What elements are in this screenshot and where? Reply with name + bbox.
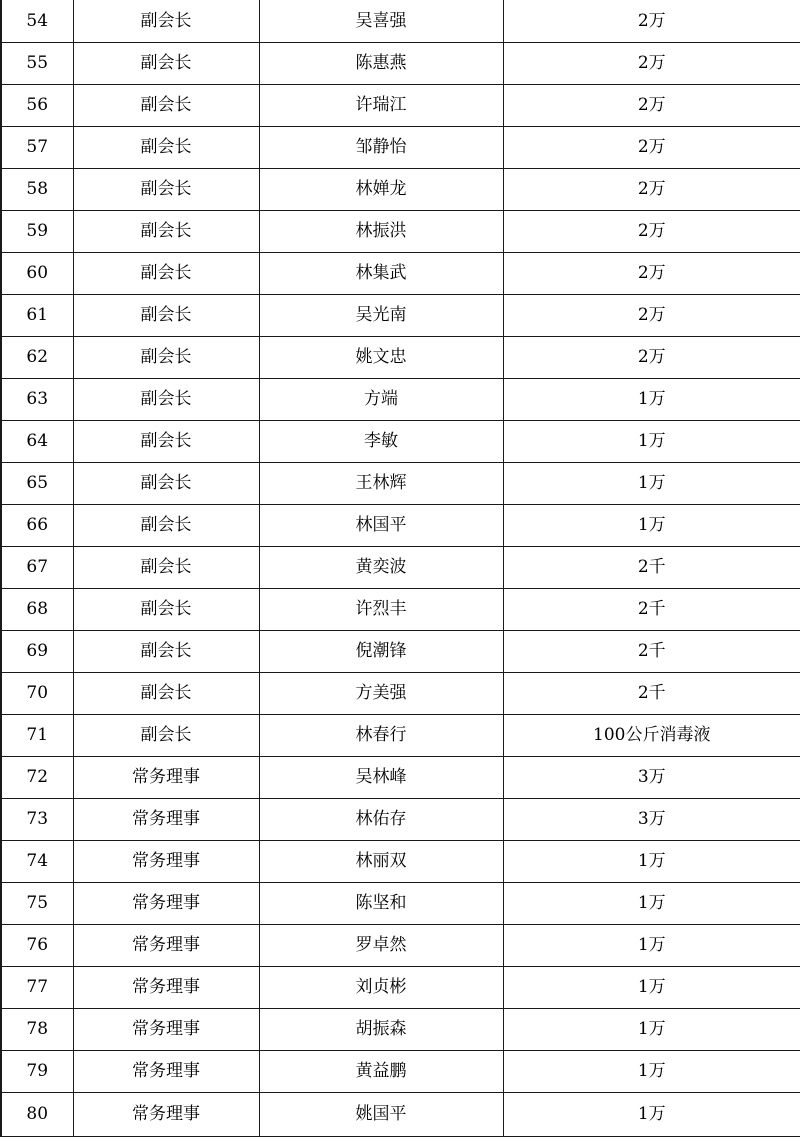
position-cell: 副会长 xyxy=(73,462,259,504)
table-row xyxy=(1,42,800,84)
position-cell: 副会长 xyxy=(73,168,259,210)
donation-amount-cell: 2万 xyxy=(503,0,800,42)
donor-name-cell: 姚文忠 xyxy=(259,336,503,378)
donor-name-cell: 刘贞彬 xyxy=(259,966,503,1008)
table-row xyxy=(1,210,800,252)
table-row xyxy=(1,378,800,420)
row-number-cell: 69 xyxy=(1,630,73,672)
donation-table-body xyxy=(1,0,800,1136)
donor-name-cell: 黄奕波 xyxy=(259,546,503,588)
table-row xyxy=(1,504,800,546)
position-cell: 常务理事 xyxy=(73,966,259,1008)
donation-amount-cell: 2万 xyxy=(503,42,800,84)
row-number-cell: 54 xyxy=(1,0,73,42)
donation-amount-cell: 1万 xyxy=(503,504,800,546)
table-row xyxy=(1,588,800,630)
donation-amount-cell: 1万 xyxy=(503,378,800,420)
donation-amount-cell: 2万 xyxy=(503,84,800,126)
donation-amount-cell: 3万 xyxy=(503,798,800,840)
donation-amount-cell: 1万 xyxy=(503,924,800,966)
donation-amount-cell: 2万 xyxy=(503,252,800,294)
row-number-cell: 57 xyxy=(1,126,73,168)
donor-name-cell: 林春行 xyxy=(259,714,503,756)
row-number-cell: 60 xyxy=(1,252,73,294)
position-cell: 常务理事 xyxy=(73,1092,259,1136)
donor-name-cell: 陈惠燕 xyxy=(259,42,503,84)
donation-amount-cell: 2千 xyxy=(503,546,800,588)
position-cell: 副会长 xyxy=(73,126,259,168)
donor-name-cell: 陈坚和 xyxy=(259,882,503,924)
row-number-cell: 66 xyxy=(1,504,73,546)
donor-name-cell: 倪潮锋 xyxy=(259,630,503,672)
table-row xyxy=(1,882,800,924)
row-number-cell: 80 xyxy=(1,1092,73,1136)
table-row xyxy=(1,294,800,336)
position-cell: 常务理事 xyxy=(73,1050,259,1092)
table-row xyxy=(1,168,800,210)
donation-amount-cell: 2万 xyxy=(503,336,800,378)
row-number-cell: 62 xyxy=(1,336,73,378)
donation-amount-cell: 2千 xyxy=(503,672,800,714)
row-number-cell: 58 xyxy=(1,168,73,210)
donor-name-cell: 许瑞江 xyxy=(259,84,503,126)
position-cell: 副会长 xyxy=(73,0,259,42)
row-number-cell: 64 xyxy=(1,420,73,462)
row-number-cell: 68 xyxy=(1,588,73,630)
position-cell: 常务理事 xyxy=(73,924,259,966)
row-number-cell: 71 xyxy=(1,714,73,756)
position-cell: 常务理事 xyxy=(73,882,259,924)
row-number-cell: 56 xyxy=(1,84,73,126)
table-row xyxy=(1,126,800,168)
table-row xyxy=(1,966,800,1008)
donor-name-cell: 林振洪 xyxy=(259,210,503,252)
position-cell: 副会长 xyxy=(73,378,259,420)
donor-name-cell: 姚国平 xyxy=(259,1092,503,1136)
table-row xyxy=(1,672,800,714)
donor-name-cell: 林丽双 xyxy=(259,840,503,882)
position-cell: 副会长 xyxy=(73,252,259,294)
table-row xyxy=(1,462,800,504)
donation-amount-cell: 1万 xyxy=(503,966,800,1008)
table-row xyxy=(1,1050,800,1092)
table-row xyxy=(1,840,800,882)
donor-name-cell: 吴喜强 xyxy=(259,0,503,42)
row-number-cell: 59 xyxy=(1,210,73,252)
position-cell: 副会长 xyxy=(73,672,259,714)
row-number-cell: 55 xyxy=(1,42,73,84)
position-cell: 副会长 xyxy=(73,504,259,546)
row-number-cell: 65 xyxy=(1,462,73,504)
donation-amount-cell: 1万 xyxy=(503,840,800,882)
donation-amount-cell: 1万 xyxy=(503,420,800,462)
row-number-cell: 73 xyxy=(1,798,73,840)
table-row xyxy=(1,84,800,126)
donor-name-cell: 王林辉 xyxy=(259,462,503,504)
row-number-cell: 70 xyxy=(1,672,73,714)
donation-amount-cell: 2万 xyxy=(503,168,800,210)
donor-name-cell: 吴林峰 xyxy=(259,756,503,798)
table-row xyxy=(1,546,800,588)
table-row xyxy=(1,0,800,42)
position-cell: 副会长 xyxy=(73,336,259,378)
donation-amount-cell: 100公斤消毒液 xyxy=(503,714,800,756)
row-number-cell: 61 xyxy=(1,294,73,336)
donor-name-cell: 邹静怡 xyxy=(259,126,503,168)
position-cell: 常务理事 xyxy=(73,756,259,798)
row-number-cell: 72 xyxy=(1,756,73,798)
position-cell: 常务理事 xyxy=(73,1008,259,1050)
position-cell: 副会长 xyxy=(73,294,259,336)
row-number-cell: 77 xyxy=(1,966,73,1008)
position-cell: 副会长 xyxy=(73,84,259,126)
donation-amount-cell: 3万 xyxy=(503,756,800,798)
donation-amount-cell: 1万 xyxy=(503,882,800,924)
donor-name-cell: 林婵龙 xyxy=(259,168,503,210)
donor-name-cell: 黄益鹏 xyxy=(259,1050,503,1092)
donation-amount-cell: 1万 xyxy=(503,1050,800,1092)
donation-amount-cell: 1万 xyxy=(503,1008,800,1050)
donor-name-cell: 罗卓然 xyxy=(259,924,503,966)
donor-name-cell: 方美强 xyxy=(259,672,503,714)
table-row xyxy=(1,420,800,462)
donor-name-cell: 林佑存 xyxy=(259,798,503,840)
table-row xyxy=(1,252,800,294)
donor-name-cell: 林集武 xyxy=(259,252,503,294)
table-row xyxy=(1,714,800,756)
position-cell: 副会长 xyxy=(73,546,259,588)
row-number-cell: 75 xyxy=(1,882,73,924)
donation-amount-cell: 1万 xyxy=(503,1092,800,1136)
donor-name-cell: 胡振森 xyxy=(259,1008,503,1050)
position-cell: 副会长 xyxy=(73,420,259,462)
donor-name-cell: 许烈丰 xyxy=(259,588,503,630)
table-row xyxy=(1,924,800,966)
position-cell: 副会长 xyxy=(73,42,259,84)
donor-name-cell: 吴光南 xyxy=(259,294,503,336)
donation-amount-cell: 2万 xyxy=(503,126,800,168)
row-number-cell: 63 xyxy=(1,378,73,420)
donation-amount-cell: 2千 xyxy=(503,588,800,630)
position-cell: 副会长 xyxy=(73,588,259,630)
donation-amount-cell: 2千 xyxy=(503,630,800,672)
table-row xyxy=(1,336,800,378)
table-row xyxy=(1,1092,800,1136)
row-number-cell: 78 xyxy=(1,1008,73,1050)
table-row xyxy=(1,1008,800,1050)
position-cell: 常务理事 xyxy=(73,798,259,840)
donor-name-cell: 林国平 xyxy=(259,504,503,546)
table-row xyxy=(1,798,800,840)
position-cell: 副会长 xyxy=(73,210,259,252)
table-row xyxy=(1,630,800,672)
donation-amount-cell: 1万 xyxy=(503,462,800,504)
table-row xyxy=(1,756,800,798)
donation-amount-cell: 2万 xyxy=(503,210,800,252)
donor-name-cell: 方端 xyxy=(259,378,503,420)
position-cell: 副会长 xyxy=(73,630,259,672)
donor-name-cell: 李敏 xyxy=(259,420,503,462)
row-number-cell: 67 xyxy=(1,546,73,588)
row-number-cell: 74 xyxy=(1,840,73,882)
row-number-cell: 79 xyxy=(1,1050,73,1092)
position-cell: 副会长 xyxy=(73,714,259,756)
donation-amount-cell: 2万 xyxy=(503,294,800,336)
row-number-cell: 76 xyxy=(1,924,73,966)
position-cell: 常务理事 xyxy=(73,840,259,882)
